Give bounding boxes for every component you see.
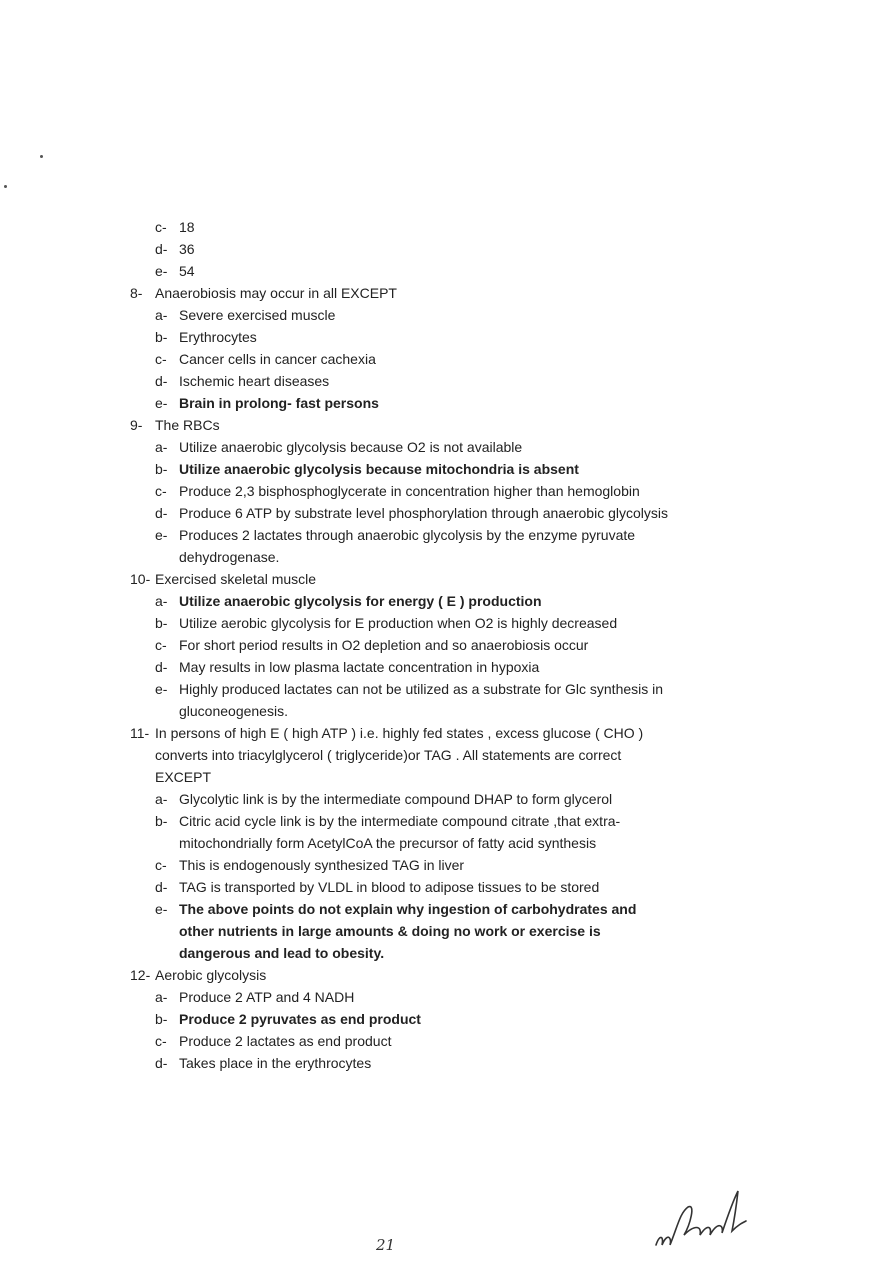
option-letter: c-	[155, 1033, 167, 1049]
option-letter: e-	[155, 681, 168, 697]
answer-option	[130, 260, 670, 282]
option-letter: b-	[155, 615, 168, 631]
answer-option	[130, 678, 670, 722]
page-number: 21	[376, 1236, 396, 1254]
question-block	[130, 568, 670, 722]
option-text: 18	[179, 219, 195, 235]
option-letter: b-	[155, 1011, 168, 1027]
answer-option	[130, 458, 670, 480]
answer-option	[130, 898, 670, 964]
option-letter: d-	[155, 659, 168, 675]
question-text: Exercised skeletal muscle	[155, 571, 317, 587]
option-letter: e-	[155, 527, 168, 543]
option-text: This is endogenously synthesized TAG in liver	[179, 857, 465, 873]
option-text: Utilize anaerobic glycolysis for energy ( E ) production	[179, 593, 542, 609]
answer-option	[130, 1030, 670, 1052]
option-text: Produce 2,3 bisphosphoglycerate in concentration higher than hemoglobin	[179, 483, 640, 499]
answer-option	[130, 986, 670, 1008]
option-text: Produce 6 ATP by substrate level phosphorylation through anaerobic glycolysis	[179, 505, 668, 521]
answer-option	[130, 1052, 670, 1074]
option-letter: d-	[155, 879, 168, 895]
question-number: 10-	[130, 571, 151, 587]
option-text: For short period results in O2 depletion and so anaerobiosis occur	[179, 637, 589, 653]
answer-option	[130, 392, 670, 414]
answer-option	[130, 480, 670, 502]
option-text: Utilize aerobic glycolysis for E production when O2 is highly decreased	[179, 615, 618, 631]
option-text: 54	[179, 263, 195, 279]
option-letter: d-	[155, 241, 168, 257]
question-number: 8-	[130, 285, 143, 301]
option-letter: a-	[155, 593, 168, 609]
scan-speck	[40, 155, 43, 158]
option-text: Produce 2 pyruvates as end product	[179, 1011, 421, 1027]
answer-option	[130, 370, 670, 392]
option-letter: d-	[155, 373, 168, 389]
option-text: Highly produced lactates can not be utilized as a substrate for Glc synthesis in gluconeogenesis.	[179, 681, 664, 719]
answer-option	[130, 304, 670, 326]
option-letter: b-	[155, 329, 168, 345]
option-letter: d-	[155, 505, 168, 521]
answer-option	[130, 788, 670, 810]
question-block	[130, 964, 670, 1074]
option-letter: a-	[155, 439, 168, 455]
option-text: Produce 2 ATP and 4 NADH	[179, 989, 355, 1005]
answer-option	[130, 524, 670, 568]
question-stem	[130, 568, 670, 590]
option-letter: a-	[155, 989, 168, 1005]
answer-option	[130, 326, 670, 348]
option-text: Produces 2 lactates through anaerobic glycolysis by the enzyme pyruvate dehydrogenase.	[179, 527, 636, 565]
questions	[130, 282, 670, 1074]
answer-option	[130, 854, 670, 876]
question-stem	[130, 282, 670, 304]
question-number: 9-	[130, 417, 143, 433]
option-text: Citric acid cycle link is by the intermediate compound citrate ,that extra-mitochondrially form AcetylCoA the precursor of fatty acid synthesis	[179, 813, 621, 851]
option-letter: e-	[155, 901, 168, 917]
option-letter: e-	[155, 263, 168, 279]
option-letter: b-	[155, 461, 168, 477]
option-letter: c-	[155, 857, 167, 873]
option-letter: c-	[155, 351, 167, 367]
option-letter: c-	[155, 483, 167, 499]
question-number: 11-	[130, 725, 150, 741]
question-text: Aerobic glycolysis	[155, 967, 267, 983]
option-text: Takes place in the erythrocytes	[179, 1055, 372, 1071]
answer-option	[130, 238, 670, 260]
option-text: TAG is transported by VLDL in blood to adipose tissues to be stored	[179, 879, 600, 895]
question-text: Anaerobiosis may occur in all EXCEPT	[155, 285, 397, 301]
option-letter: e-	[155, 395, 168, 411]
question-stem	[130, 414, 670, 436]
option-letter: c-	[155, 637, 167, 653]
option-text: Ischemic heart diseases	[179, 373, 330, 389]
answer-option	[130, 810, 670, 854]
option-text: The above points do not explain why ingestion of carbohydrates and other nutrients in large amounts & doing no work or exercise is dangerous and lead to obesity.	[179, 901, 637, 961]
option-text: Brain in prolong- fast persons	[179, 395, 379, 411]
handwritten-signature	[650, 1185, 750, 1255]
answer-option	[130, 1008, 670, 1030]
option-text: Erythrocytes	[179, 329, 257, 345]
answer-option	[130, 876, 670, 898]
scan-speck	[4, 185, 7, 188]
question-block	[130, 722, 670, 964]
option-letter: c-	[155, 219, 167, 235]
question-block	[130, 414, 670, 568]
answer-option	[130, 590, 670, 612]
option-letter: d-	[155, 1055, 168, 1071]
option-letter: a-	[155, 791, 168, 807]
option-text: 36	[179, 241, 195, 257]
answer-option	[130, 348, 670, 370]
option-letter: a-	[155, 307, 168, 323]
option-text: Cancer cells in cancer cachexia	[179, 351, 376, 367]
option-text: Glycolytic link is by the intermediate compound DHAP to form glycerol	[179, 791, 613, 807]
answer-option	[130, 634, 670, 656]
answer-option	[130, 216, 670, 238]
answer-option	[130, 656, 670, 678]
question-stem	[130, 722, 670, 788]
question-number: 12-	[130, 967, 151, 983]
question-text: In persons of high E ( high ATP ) i.e. highly fed states , excess glucose ( CHO ) converts into triacylglycerol ( triglyceride)or TAG . All statements are correct EXCEPT	[155, 725, 644, 785]
question-list	[130, 216, 670, 1074]
answer-option	[130, 502, 670, 524]
option-text: Utilize anaerobic glycolysis because mitochondria is absent	[179, 461, 579, 477]
option-text: Produce 2 lactates as end product	[179, 1033, 392, 1049]
option-letter: b-	[155, 813, 168, 829]
question-text: The RBCs	[155, 417, 220, 433]
question-block	[130, 282, 670, 414]
answer-option	[130, 436, 670, 458]
question-stem	[130, 964, 670, 986]
option-text: May results in low plasma lactate concentration in hypoxia	[179, 659, 540, 675]
option-text: Utilize anaerobic glycolysis because O2 is not available	[179, 439, 523, 455]
continued-options	[130, 216, 670, 282]
option-text: Severe exercised muscle	[179, 307, 336, 323]
answer-option	[130, 612, 670, 634]
